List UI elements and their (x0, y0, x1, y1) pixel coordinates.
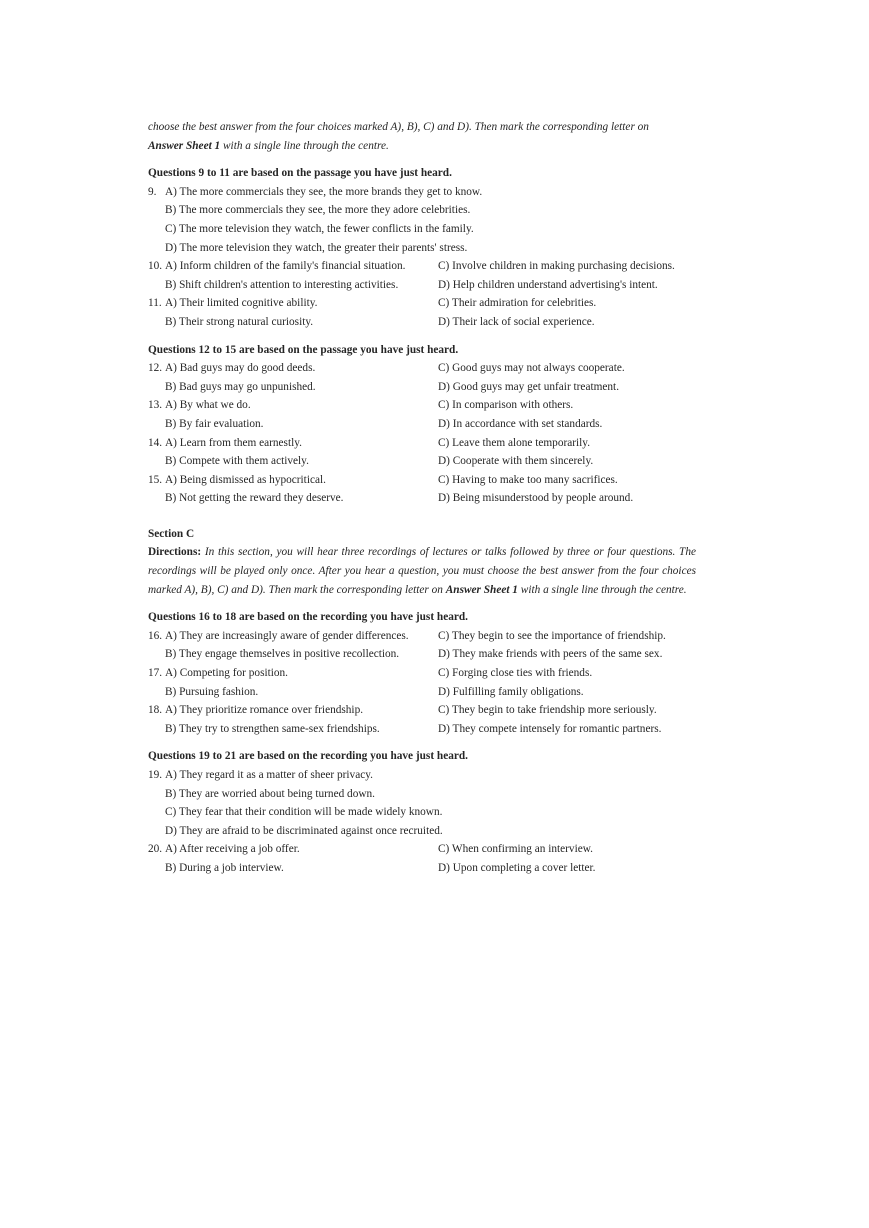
question-13 (148, 396, 696, 415)
option-c: C) They fear that their condition will be made widely known. (165, 806, 443, 819)
question-18 (148, 701, 696, 720)
option-d: D) They make friends with peers of the same sex. (438, 648, 663, 661)
option-d: D) Being misunderstood by people around. (438, 492, 634, 505)
option-a: A) After receiving a job offer. (165, 843, 300, 856)
option-b: B) During a job interview. (165, 861, 284, 874)
option-b: B) They try to strengthen same-sex friendships. (165, 722, 380, 735)
option-a: A) They prioritize romance over friendship. (165, 704, 364, 717)
answer-sheet-label: Answer Sheet 1 (445, 583, 518, 596)
option-a: A) Bad guys may do good deeds. (165, 362, 316, 375)
option-a: A) Their limited cognitive ability. (165, 297, 318, 310)
option-b: B) They are worried about being turned down. (165, 787, 375, 800)
question-number: 16. (148, 629, 163, 642)
directions-label: Directions: (148, 546, 202, 559)
instructions-line2: with a single line through the centre. (220, 139, 389, 152)
option-c: C) Leave them alone temporarily. (438, 436, 591, 449)
option-a: A) Inform children of the family's financial situation. (165, 260, 406, 273)
question-number: 18. (148, 704, 163, 717)
option-b: B) Pursuing fashion. (165, 685, 259, 698)
section-c-directions (148, 543, 696, 599)
question-number: 15. (148, 473, 163, 486)
option-b: B) Compete with them actively. (165, 455, 309, 468)
answer-sheet-label: Answer Sheet 1 (148, 139, 221, 152)
question-number: 13. (148, 399, 163, 412)
option-c: C) When confirming an interview. (438, 843, 593, 856)
instructions-continued (148, 118, 696, 155)
option-a: A) By what we do. (165, 399, 251, 412)
question-20 (148, 840, 696, 859)
question-group-heading: Questions 12 to 15 are based on the passage you have just heard. (148, 343, 459, 356)
exam-page (148, 118, 696, 878)
question-number: 11. (148, 297, 162, 310)
directions-text: In this section, you will hear three recordings of lectures or talks followed by three or four questions. The recordings will be played only once. After you hear a question, you must choose the best answer from the four choices marked A), B), C) and D). Then mark the corresponding letter on (148, 546, 696, 596)
question-number: 14. (148, 436, 163, 449)
question-number: 12. (148, 362, 163, 375)
question-17 (148, 664, 696, 683)
option-b: B) Shift children's attention to interesting activities. (165, 278, 399, 291)
option-d: D) Fulfilling family obligations. (438, 685, 584, 698)
option-b: B) They engage themselves in positive recollection. (165, 648, 400, 661)
question-group-heading: Questions 19 to 21 are based on the recording you have just heard. (148, 750, 468, 763)
option-a: A) The more commercials they see, the more brands they get to know. (165, 185, 483, 198)
option-b: B) Their strong natural curiosity. (165, 315, 314, 328)
question-number: 19. (148, 769, 163, 781)
option-c: C) Involve children in making purchasing decisions. (438, 260, 675, 273)
question-11 (148, 294, 696, 313)
option-c: C) Good guys may not always cooperate. (438, 362, 625, 375)
instructions-line1: choose the best answer from the four choices marked A), B), C) and D). Then mark the corresponding letter on (148, 121, 649, 133)
option-a: A) Being dismissed as hypocritical. (165, 473, 326, 486)
question-group-heading: Questions 9 to 11 are based on the passage you have just heard. (148, 167, 452, 180)
question-19 (148, 766, 696, 785)
option-c: C) They begin to see the importance of friendship. (438, 629, 666, 642)
question-10 (148, 257, 696, 276)
option-d: D) Their lack of social experience. (438, 315, 595, 328)
option-d: D) The more television they watch, the greater their parents' stress. (165, 241, 468, 254)
option-a: A) They regard it as a matter of sheer privacy. (165, 769, 373, 781)
directions-text-end: with a single line through the centre. (517, 583, 687, 596)
question-number: 17. (148, 667, 163, 680)
option-d: D) Upon completing a cover letter. (438, 861, 596, 874)
question-15 (148, 471, 696, 490)
question-16 (148, 627, 696, 646)
option-c: C) Having to make too many sacrifices. (438, 473, 618, 486)
option-a: A) Competing for position. (165, 667, 289, 680)
option-d: D) They compete intensely for romantic partners. (438, 722, 662, 735)
option-c: C) They begin to take friendship more seriously. (438, 704, 657, 717)
question-number: 9. (148, 185, 157, 198)
option-b: B) Not getting the reward they deserve. (165, 492, 344, 505)
section-c-title: Section C (148, 527, 195, 540)
question-12 (148, 359, 696, 378)
question-group-heading: Questions 16 to 18 are based on the recording you have just heard. (148, 611, 468, 624)
option-c: C) Their admiration for celebrities. (438, 297, 597, 310)
option-d: D) In accordance with set standards. (438, 417, 603, 430)
option-c: C) Forging close ties with friends. (438, 667, 593, 680)
question-9 (148, 183, 696, 202)
option-d: D) Good guys may get unfair treatment. (438, 380, 620, 393)
option-b: B) By fair evaluation. (165, 417, 264, 430)
question-number: 20. (148, 843, 163, 856)
option-b: B) The more commercials they see, the more they adore celebrities. (165, 204, 471, 217)
option-d: D) Cooperate with them sincerely. (438, 455, 594, 468)
question-14 (148, 434, 696, 453)
option-a: A) They are increasingly aware of gender differences. (165, 629, 409, 642)
option-b: B) Bad guys may go unpunished. (165, 380, 316, 393)
option-c: C) The more television they watch, the fewer conflicts in the family. (165, 222, 474, 235)
option-c: C) In comparison with others. (438, 399, 574, 412)
option-d: D) Help children understand advertising's intent. (438, 278, 658, 291)
option-a: A) Learn from them earnestly. (165, 436, 302, 449)
option-d: D) They are afraid to be discriminated against once recruited. (165, 824, 443, 837)
question-number: 10. (148, 260, 163, 273)
